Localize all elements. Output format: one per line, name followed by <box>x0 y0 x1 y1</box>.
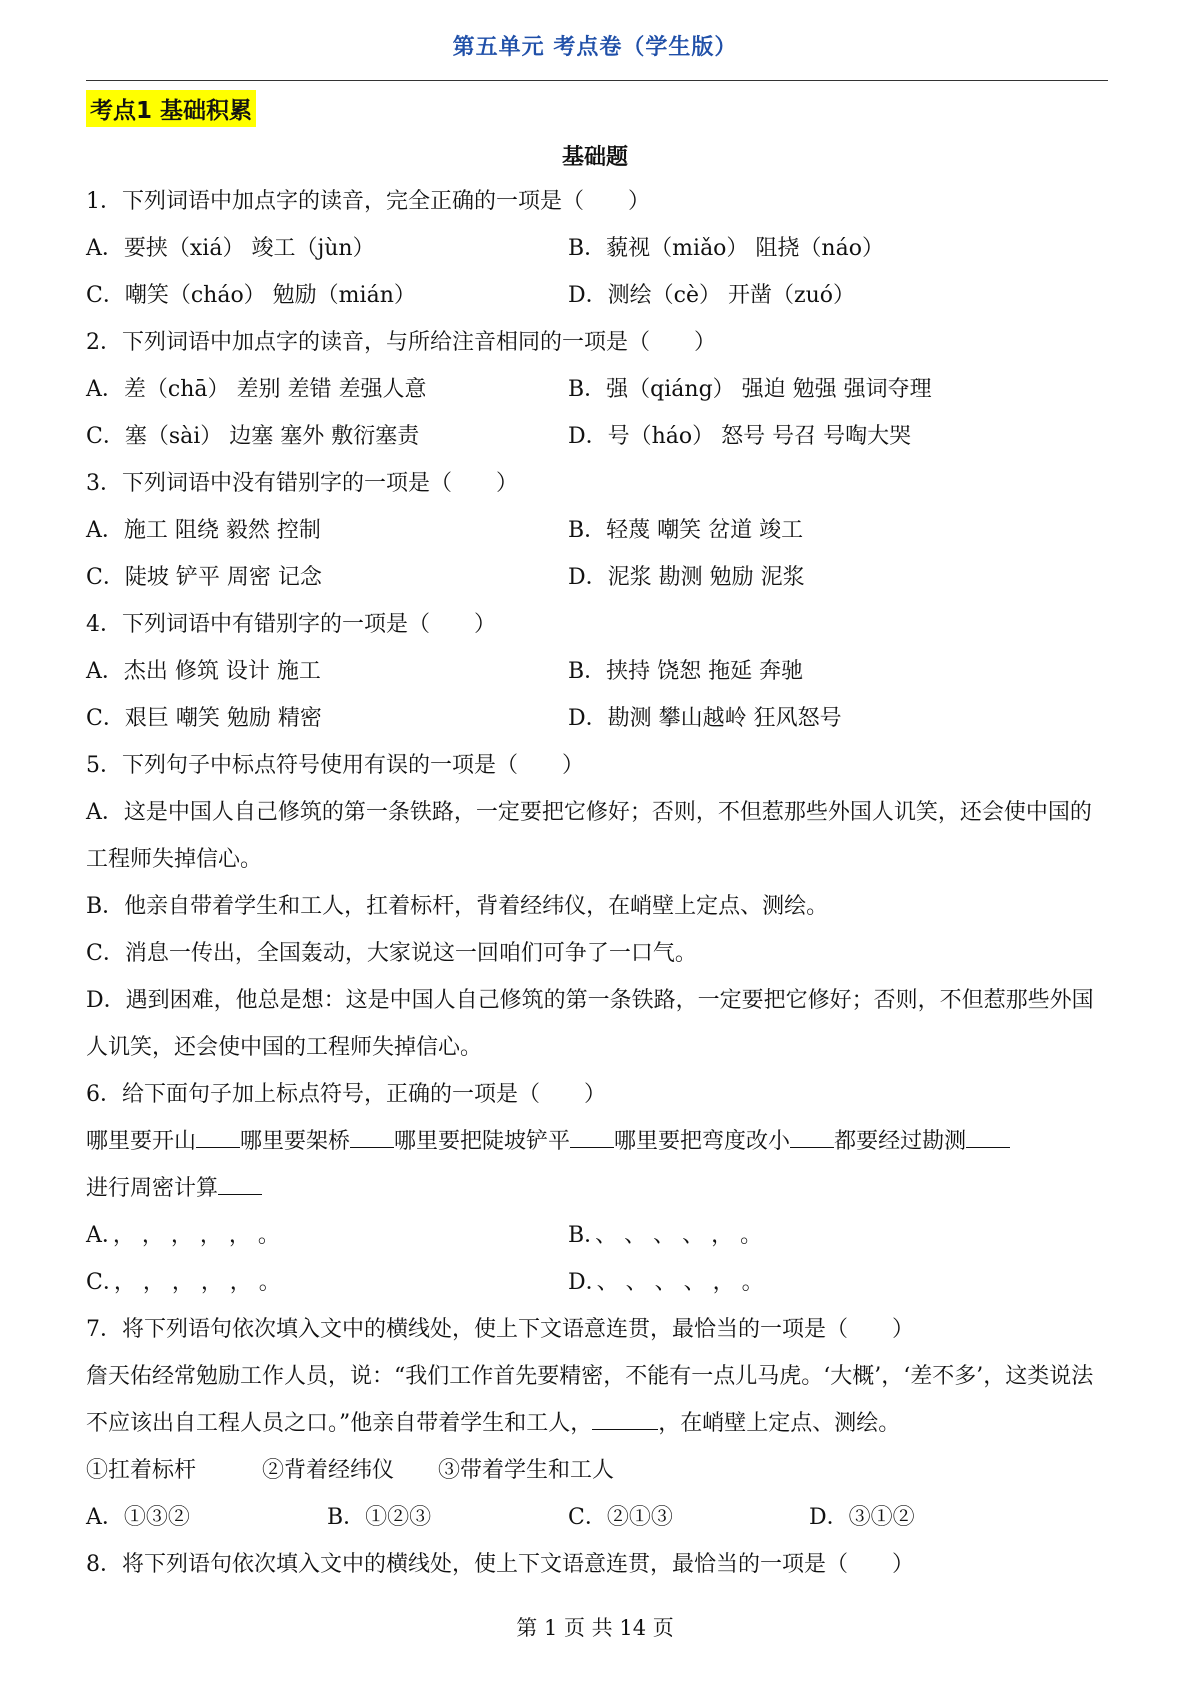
question-7-option-a: A．①③② <box>86 1505 190 1530</box>
question-1-option-a: A．要挟（xiá） 竣工（jùn） <box>86 236 375 261</box>
question-7-option-b: B．①②③ <box>327 1505 432 1530</box>
question-6-option-b: B．、 、 、 、 ， 。 <box>568 1223 763 1248</box>
question-6-segment: 进行周密计算 <box>86 1176 219 1201</box>
question-7-items: ①扛着标杆 ②背着经纬仪 ③带着学生和工人 <box>86 1458 615 1483</box>
question-5-stem: 5．下列句子中标点符号使用有误的一项是（ ） <box>86 753 584 778</box>
question-6-segment: 哪里要把弯度改小 <box>614 1129 791 1154</box>
question-3-options-row-2 <box>86 554 1112 601</box>
question-1-option-d: D．测绘（cè） 开凿（zuó） <box>568 283 855 308</box>
section-tag: 考点1 基础积累 <box>86 90 256 127</box>
question-1-options-row-2 <box>86 272 1112 319</box>
answer-blank <box>350 1127 394 1148</box>
question-1-option-c: C．嘲笑（cháo） 勉励（mián） <box>86 283 416 308</box>
question-2-option-a: A．差（chā） 差别 差错 差强人意 <box>86 377 427 402</box>
question-6-option-d: D．、 、 、 、 ， 。 <box>568 1270 764 1295</box>
question-8-stem: 8．将下列语句依次填入文中的横线处，使上下文语意连贯，最恰当的一项是（ ） <box>86 1552 914 1577</box>
page-title: 第五单元 考点卷（学生版） <box>452 35 738 60</box>
question-7-passage-before: 詹天佑经常勉励工作人员，说：“我们工作首先要精密，不能有一点儿马虎。‘大概’，‘差不多’，这类说法不应该出自工程人员之口。”他亲自带着学生和工人， <box>86 1364 1094 1436</box>
answer-blank <box>592 1409 658 1430</box>
page-footer: 第 1 页 共 14 页 <box>516 1616 674 1640</box>
answer-blank <box>790 1127 834 1148</box>
question-7-option-d: D．③①② <box>809 1505 915 1530</box>
question-5-option-a: A．这是中国人自己修筑的第一条铁路，一定要把它修好；否则，不但惹那些外国人讥笑，还会使中国的工程师失掉信心。 <box>86 800 1092 872</box>
question-6-options-row-2 <box>86 1259 1112 1306</box>
question-3-option-b: B．轻蔑 嘲笑 岔道 竣工 <box>568 518 804 543</box>
question-3-stem: 3．下列词语中没有错别字的一项是（ ） <box>86 471 518 496</box>
answer-blank <box>966 1127 1010 1148</box>
question-2-options-row-2 <box>86 413 1112 460</box>
answer-blank <box>196 1127 240 1148</box>
question-3-options-row-1 <box>86 507 1112 554</box>
question-3-option-a: A．施工 阻绕 毅然 控制 <box>86 518 321 543</box>
question-5-option-d: D．遇到困难，他总是想：这是中国人自己修筑的第一条铁路，一定要把它修好；否则，不但惹那些外国人讥笑，还会使中国的工程师失掉信心。 <box>86 988 1094 1060</box>
question-6-segment: 哪里要开山 <box>86 1129 197 1154</box>
question-4-option-d: D．勘测 攀山越岭 狂风怒号 <box>568 706 842 731</box>
question-3-option-c: C．陡坡 铲平 周密 记念 <box>86 565 322 590</box>
question-6-segment: 哪里要把陡坡铲平 <box>394 1129 571 1154</box>
question-6-segment: 哪里要架桥 <box>240 1129 351 1154</box>
question-6-option-a: A．， ， ， ， ， 。 <box>86 1223 280 1248</box>
question-4-option-b: B．挟持 饶恕 拖延 奔驰 <box>568 659 804 684</box>
question-1-options-row-1 <box>86 225 1112 272</box>
question-2-stem: 2．下列词语中加点字的读音，与所给注音相同的一项是（ ） <box>86 330 716 355</box>
question-2-option-d: D．号（háo） 怒号 号召 号啕大哭 <box>568 424 912 449</box>
section-subtitle: 基础题 <box>561 145 628 170</box>
question-6-stem: 6．给下面句子加上标点符号，正确的一项是（ ） <box>86 1082 606 1107</box>
question-6-options-row-1 <box>86 1212 1112 1259</box>
question-4-option-a: A．杰出 修筑 设计 施工 <box>86 659 321 684</box>
question-4-options-row-1 <box>86 648 1112 695</box>
answer-blank <box>570 1127 614 1148</box>
question-4-option-c: C．艰巨 嘲笑 勉励 精密 <box>86 706 322 731</box>
question-6-sentence-line-1 <box>86 1118 1112 1165</box>
question-5-option-b: B．他亲自带着学生和工人，扛着标杆，背着经纬仪，在峭壁上定点、测绘。 <box>86 894 829 919</box>
question-1-stem: 1．下列词语中加点字的读音，完全正确的一项是（ ） <box>86 189 650 214</box>
question-7-options-row <box>86 1494 1112 1541</box>
question-3-option-d: D．泥浆 勘测 勉励 泥浆 <box>568 565 805 590</box>
question-7-passage-after: ，在峭壁上定点、测绘。 <box>658 1411 901 1436</box>
question-6-sentence-line-2 <box>86 1165 1112 1212</box>
question-4-stem: 4．下列词语中有错别字的一项是（ ） <box>86 612 496 637</box>
question-6-segment: 都要经过勘测 <box>834 1129 967 1154</box>
header-divider <box>86 80 1108 81</box>
question-2-options-row-1 <box>86 366 1112 413</box>
question-6-option-c: C．， ， ， ， ， 。 <box>86 1270 281 1295</box>
question-2-option-c: C．塞（sài） 边塞 塞外 敷衍塞责 <box>86 424 420 449</box>
question-list <box>86 178 1112 1588</box>
question-7-option-c: C．②①③ <box>568 1505 673 1530</box>
answer-blank <box>218 1174 262 1195</box>
question-1-option-b: B．藐视（miǎo） 阻挠（náo） <box>568 236 884 261</box>
question-7-passage <box>86 1353 1112 1447</box>
question-5-option-c: C．消息一传出，全国轰动，大家说这一回咱们可争了一口气。 <box>86 941 697 966</box>
question-7-stem: 7．将下列语句依次填入文中的横线处，使上下文语意连贯，最恰当的一项是（ ） <box>86 1317 914 1342</box>
question-4-options-row-2 <box>86 695 1112 742</box>
question-2-option-b: B．强（qiáng） 强迫 勉强 强词夺理 <box>568 377 932 402</box>
